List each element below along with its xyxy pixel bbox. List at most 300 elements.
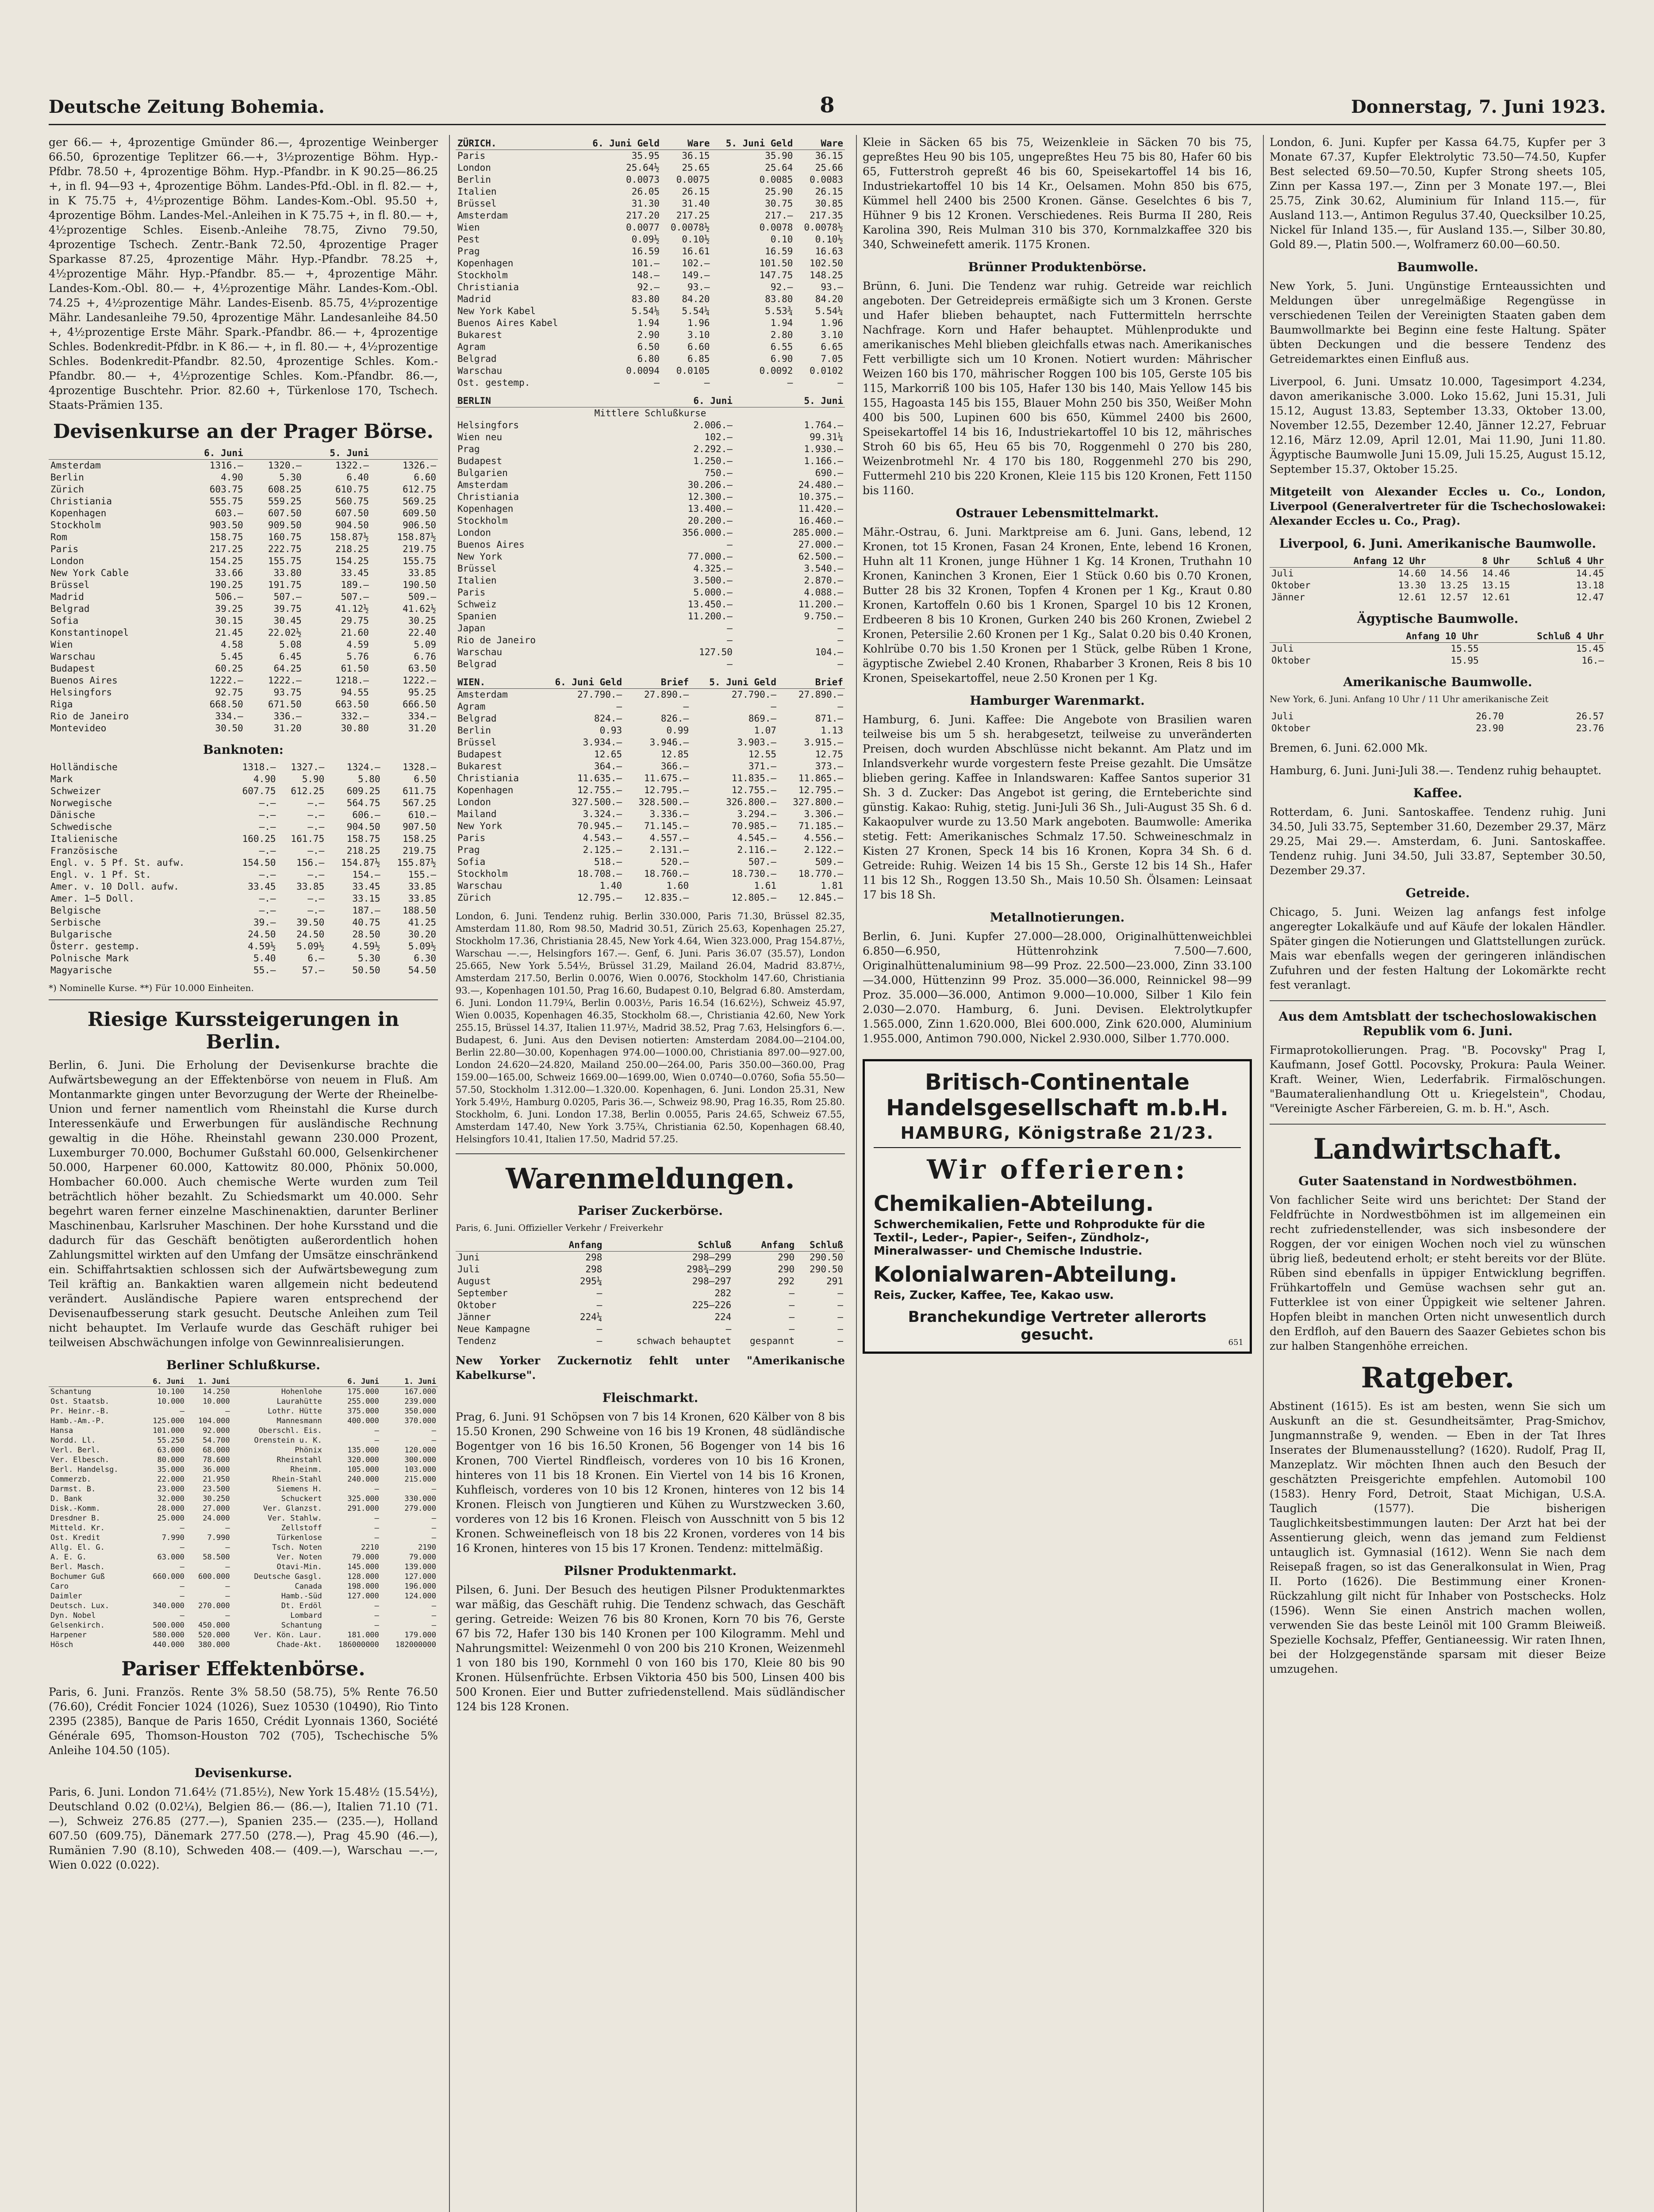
table-cell: New York Cable <box>50 568 129 578</box>
table-cell: — <box>374 1621 379 1630</box>
table-cell: 63.50 <box>408 663 436 674</box>
table-cell: Madrid <box>457 294 491 304</box>
table-cell: — <box>431 1436 436 1445</box>
table-cell: Riga <box>50 699 73 710</box>
table-cell: Amer. 1—5 Doll. <box>50 893 134 904</box>
table-header-cell: 6. Juni <box>141 1377 186 1387</box>
table-cell: 1316.— <box>209 460 243 471</box>
table-cell: 18.708.— <box>577 868 622 879</box>
table-cell: 14.250 <box>203 1387 230 1396</box>
table-header-cell: Brief <box>778 676 845 689</box>
table-cell: 36.15 <box>682 150 710 161</box>
table-cell: 4.557.— <box>649 833 689 843</box>
amtsblatt-text: Firmaprotokollierungen. Prag. "B. Pocovsky" Prag I, Kaufmann, Josef Gottl. Pocovsky, Prokura: Paula Weiner. Kraft. Weiner, Wien, Lederfabrik. Firmalöschungen. "Baumateralienhandlung Ott u. Kriegelstein", Chodau, "Vereinigte Ascher Färbereien, G. m. b. H.", Asch. <box>1270 1044 1606 1115</box>
table-cell: 21.950 <box>203 1475 230 1484</box>
table-header-cell: 8 Uhr <box>1470 555 1512 568</box>
table-row <box>456 150 845 162</box>
table-cell: Laurahütte <box>276 1397 322 1406</box>
table-cell: Mark <box>50 774 73 784</box>
table-cell: — <box>596 1336 603 1346</box>
table-cell: 16.— <box>1581 655 1604 666</box>
table-cell: 1218.— <box>335 675 369 686</box>
paris-devisen-title: Devisenkurse. <box>194 1766 292 1780</box>
table-cell: Amsterdam <box>50 460 101 471</box>
zucker-title: Pariser Zuckerbörse. <box>577 1203 723 1218</box>
table-cell: 671.50 <box>268 699 302 710</box>
table-cell: 55.250 <box>157 1436 184 1445</box>
table-row <box>456 575 845 587</box>
table-cell: 33.45 <box>352 881 380 892</box>
table-cell: Kopenhagen <box>457 503 514 514</box>
table-row <box>49 722 438 734</box>
table-cell: Ver. Glanzst. <box>263 1504 322 1513</box>
table-cell: 1318.— <box>242 762 276 772</box>
table-row <box>456 257 845 269</box>
table-row <box>456 293 845 305</box>
table-cell: 27.000.— <box>798 539 843 550</box>
table-row <box>49 519 438 531</box>
table-cell: Paris <box>457 587 486 598</box>
table-cell: 373.— <box>815 761 843 772</box>
table-cell: 7.05 <box>821 353 843 364</box>
table-cell: Sofia <box>50 615 79 626</box>
table-row <box>1270 722 1606 734</box>
table-cell: Dt. Erdöl <box>281 1601 322 1610</box>
table-cell: 10.000 <box>203 1397 230 1406</box>
table-row <box>49 1543 438 1552</box>
table-cell: — <box>431 1621 436 1630</box>
table-cell: 61.50 <box>341 663 369 674</box>
table-cell: Kopenhagen <box>457 258 514 269</box>
table-cell: 83.80 <box>765 294 793 304</box>
table-row <box>456 808 845 820</box>
table-cell: 5.45 <box>221 651 243 662</box>
table-cell: 31.30 <box>631 198 660 209</box>
table-cell: Konstantinopel <box>50 627 129 638</box>
table-cell: 28.000 <box>157 1504 184 1513</box>
table-cell: 68.000 <box>203 1446 230 1455</box>
table-cell: 198.000 <box>347 1582 379 1591</box>
table-cell: 70.945.— <box>577 821 622 831</box>
table-row <box>1270 591 1606 603</box>
table-cell: 22.40 <box>408 627 436 638</box>
table-header-cell: Anfang <box>556 1239 604 1252</box>
table-cell: 12.65 <box>594 749 622 760</box>
table-cell: — <box>837 377 843 388</box>
table-row <box>456 856 845 868</box>
table-cell: 5.53¾ <box>765 306 793 316</box>
table-cell: 3.306.— <box>804 809 843 819</box>
table-cell: — <box>225 1592 230 1601</box>
table-cell: 10.375.— <box>798 492 843 502</box>
table-cell: — <box>225 1543 230 1552</box>
table-row <box>456 1335 845 1347</box>
table-cell: 4.088.— <box>804 587 843 598</box>
table-cell: 93.— <box>821 282 843 292</box>
table-cell: 12.61 <box>1398 592 1426 603</box>
ad-address: HAMBURG, Königstraße 21/23. <box>874 1123 1241 1148</box>
table-header-cell: Anfang 10 Uhr <box>1345 630 1481 643</box>
table-cell: — <box>837 1300 843 1310</box>
table-row <box>49 1533 438 1543</box>
table-cell: 31.40 <box>682 198 710 209</box>
table-cell: — <box>616 701 622 712</box>
table-cell: 603.75 <box>209 484 243 495</box>
table-cell: 663.50 <box>335 699 369 710</box>
ny-cotton-text: New York, 5. Juni. Ungünstige Ernteaussichten und Meldungen über unregelmäßige Regengüsse in verschiedenen Teilen der Vereinigten Staaten gaben dem Baumwollmarkte bei Beginn eine feste Haltung. Später übten Deckungen und die bessere Tendenz des Getreidemarktes einen Einfluß aus. <box>1270 280 1606 365</box>
advertisement <box>863 1059 1252 1354</box>
table-cell: 4.58 <box>221 639 243 650</box>
table-cell: 158.87½ <box>397 532 436 542</box>
table-cell: Bulgarische <box>50 929 112 940</box>
table-cell: 71.185.— <box>798 821 843 831</box>
table-header-cell: 6. Juni Geld <box>536 676 624 689</box>
table-cell: — <box>431 1485 436 1494</box>
table-cell: 6.60 <box>414 472 436 483</box>
table-cell: 4.543.— <box>583 833 622 843</box>
table-cell: 2.116.— <box>737 845 777 855</box>
table-cell: 560.75 <box>335 496 369 507</box>
table-cell: Juli <box>457 1264 480 1275</box>
table-cell: — <box>431 1611 436 1620</box>
table-row <box>49 1591 438 1601</box>
table-cell: 145.000 <box>347 1563 379 1571</box>
table-cell: 520.— <box>660 856 689 867</box>
table-cell: 12.805.— <box>731 892 777 903</box>
table-cell: Schantung <box>50 1387 92 1396</box>
table-cell: 506.— <box>215 591 243 602</box>
table-cell: 903.50 <box>209 520 243 530</box>
table-cell: 0.0075 <box>676 174 710 185</box>
table-cell: 12.55 <box>748 749 777 760</box>
table-cell: — <box>596 1288 603 1298</box>
berlin-fx-table <box>456 395 845 670</box>
table-cell: Montevideo <box>50 723 107 733</box>
table-cell: 35.000 <box>157 1465 184 1474</box>
table-cell: 26.57 <box>1576 711 1604 722</box>
column-2 <box>456 135 845 1722</box>
table-header-cell <box>245 447 303 460</box>
table-row <box>49 1436 438 1445</box>
liverpool-text: Liverpool, 6. Juni. Umsatz 10.000, Tagesimport 4.234, davon amerikanische 3.000. Loko 15.62, Juni 15.31, Juli 15.12, August 13.83, September 13.33, Oktober 13.00, November 12.55, Dezember 12.40, Jänner 12.27, Februar 12.16, März 12.09, April 12.01, Mai 11.90, Juni 11.80. Ägyptische Baumwolle Juni 15.09, Juli 15.25, August 15.12, September 15.37, Oktober 15.25. <box>1270 375 1606 476</box>
table-cell: 167.000 <box>404 1387 436 1396</box>
table-cell: 15.95 <box>1451 655 1479 666</box>
amerik-title: Amerikanische Baumwolle. <box>1343 675 1532 689</box>
table-cell: 128.000 <box>347 1572 379 1581</box>
table-cell: Madrid <box>50 591 84 602</box>
table-cell: Rio de Janeiro <box>457 635 536 645</box>
table-cell: Paris <box>457 150 486 161</box>
table-cell: 80.000 <box>157 1455 184 1464</box>
table-cell: 298¾—299 <box>687 1264 732 1275</box>
fleisch-text: Prag, 6. Juni. 91 Schöpsen von 7 bis 14 Kronen, 620 Kälber von 8 bis 15.50 Kronen, 290 Schweine von 16 bis 19 Kronen, 48 südländische Bogentger von 16 bis 16.50 Kronen, 56 Bogenger von 14 bis 16 Kronen, 700 Viertel Rindfleisch, vorderes von 10 bis 16 Kronen, hinteres von 11 bis 18 Kronen. Ein Viertel von 14 bis 16 Kronen, Kuhfleisch, vorderes von 10 bis 12 Kronen, hinteres von 12 bis 14 Kronen. Fleisch von Jungtieren und Kühen zu Wurstzwecken 3.60, vorderes von 12 bis 16 Kronen. Fleisch von Ausschnitt von 5 bis 12 Kronen. Schweinefleisch von 18 bis 22 Kronen, vorderes von 14 bis 16 Kronen, hinteres von 15 bis 17 Kronen. Tendenz: mittelmäßig. <box>456 1410 845 1555</box>
table-cell: Mannesmann <box>276 1417 322 1425</box>
table-row <box>456 503 845 515</box>
table-cell: 11.835.— <box>731 773 777 783</box>
table-cell: 33.15 <box>352 893 380 904</box>
table-cell: 33.80 <box>273 568 302 578</box>
table-cell: 36.15 <box>815 150 843 161</box>
table-header-cell: Brief <box>624 676 691 689</box>
table-cell: — <box>225 1407 230 1416</box>
table-cell: 105.000 <box>347 1465 379 1474</box>
table-cell: Rheinm. <box>290 1465 322 1474</box>
table-cell: 507.— <box>273 591 302 602</box>
table-row <box>49 881 438 893</box>
table-header-cell: BERLIN <box>456 395 624 407</box>
table-cell: 30.206.— <box>687 480 733 490</box>
lebensmittel-title: Ostrauer Lebensmittelmarkt. <box>956 506 1159 520</box>
table-cell: Österr. gestemp. <box>50 941 140 952</box>
table-cell: 290.50 <box>810 1264 843 1275</box>
table-cell: Gelsenkirch. <box>50 1621 105 1630</box>
table-cell: Juli <box>1271 643 1294 654</box>
table-cell: Mailand <box>457 809 497 819</box>
table-cell: Canada <box>295 1582 322 1591</box>
table-cell: 31.20 <box>273 723 302 733</box>
bremen: Bremen, 6. Juni. 62.000 Mk. <box>1270 741 1428 754</box>
table-cell: 13.30 <box>1398 580 1426 591</box>
table-cell: — <box>654 377 660 388</box>
table-cell: — <box>727 659 733 669</box>
table-header-cell: 6. Juni Geld <box>578 138 661 150</box>
table-cell: Brüssel <box>457 563 497 574</box>
table-cell: Oktober <box>457 1300 497 1310</box>
table-cell: 607.50 <box>268 508 302 518</box>
table-cell: 25.000 <box>157 1514 184 1523</box>
table-cell: 5.54¼ <box>682 306 710 316</box>
table-cell: 58.500 <box>203 1553 230 1562</box>
waren-title: Warenmeldungen. <box>506 1162 795 1195</box>
table-cell: Christiania <box>457 282 519 292</box>
table-cell: — <box>374 1611 379 1620</box>
table-cell: — <box>837 635 843 645</box>
table-cell: — <box>596 1324 603 1334</box>
table-cell: 218.25 <box>335 544 369 554</box>
table-cell: 190.50 <box>403 580 436 590</box>
table-cell: 334.— <box>408 711 436 722</box>
table-cell: —.— <box>307 845 325 856</box>
table-cell: 3.903.— <box>737 737 777 748</box>
table-cell: 1.60 <box>666 880 689 891</box>
table-cell: 12.795.— <box>577 892 622 903</box>
section-rule <box>1270 1000 1606 1001</box>
table-cell: Hamb.-Süd <box>281 1592 322 1601</box>
table-cell: 2.90 <box>637 330 660 340</box>
table-cell: 16.61 <box>682 246 710 257</box>
table-cell: 175.000 <box>347 1387 379 1396</box>
table-header-cell: 5. Juni <box>734 395 845 407</box>
table-header-cell: 6. Juni <box>178 447 245 460</box>
table-cell: 1320.— <box>268 460 302 471</box>
table-cell: Daimler <box>50 1592 82 1601</box>
table-cell: 5.90 <box>302 774 325 784</box>
ad-chemicals-text: Schwerchemikalien, Fette und Rohprodukte für die Textil-, Leder-, Papier-, Seifen-, Zündholz-, Mineralwasser- und Chemische Industrie. <box>874 1218 1205 1258</box>
table-cell: 30.85 <box>815 198 843 209</box>
berlin-fx-sub: Mittlere Schlußkurse <box>594 408 706 419</box>
table-cell: Holländische <box>50 762 118 772</box>
table-row <box>456 760 845 772</box>
fx-reports: London, 6. Juni. Tendenz ruhig. Berlin 330.000, Paris 71.30, Brüssel 82.35, Amsterdam 11.80, Rom 98.50, Madrid 30.51, Zürich 25.63, Kopenhagen 25.27, Stockholm 17.36, Christiania 28.45, New York 4.64, Wien 323.000, Prag 154.87½, Warschau —.—, Helsingfors 167.—. Genf, 6. Juni. Paris 36.07 (35.57), London 25.665, New York 5.54½, Brüssel 31.29, Mailand 26.04, Madrid 83.87½, Amsterdam 217.50, Berlin 0.0076, Wien 0.0076, Stockholm 147.60, Christiania 93.—, Kopenhagen 101.50, Prag 16.60, Budapest 0.10, Belgrad 6.80. Amsterdam, 6. Juni. London 11.79¼, Berlin 0.003½, Paris 16.54 (16.62½), Schweiz 45.97, Wien 0.0035, Kopenhagen 46.35, Stockholm 68.—, Christiania 42.60, New York 255.15, Brüssel 14.37, Italien 11.97½, Madrid 38.52, Prag 7.63, Helsingfors 6.—. Budapest, 6. Juni. Aus den Devisen notierten: Amsterdam 2084.00—2104.00, Berlin 22.80—30.00, Kopenhagen 974.00—1000.00, Christiania 897.00—927.00, London 24.620—24.820, Mailand 250.00—264.00, Paris 350.00—360.00, Prag 159.00—165.00, Schweiz 1669.00—1699.00, Wien 0.0740—0.0760, Sofia 55.50—57.50, Stockholm 1.312.00—1.320.00. Kopenhagen, 6. Juni. London 25.31, New York 5.49½, Hamburg 0.0205, Paris 36.—, Schweiz 98.90, Prag 16.35, Rom 25.80. Stockholm, 6. Juni. London 17.38, Berlin 0.0055, Paris 24.65, Schweiz 67.55, Amsterdam 147.40, New York 3.75¾, Christiania 62.50, Kopenhagen 68.40, Helsingfors 10.41, Italien 17.50, Madrid 57.25. <box>456 911 845 1144</box>
table-cell: 60.25 <box>215 663 243 674</box>
table-cell: 158.25 <box>403 833 436 844</box>
hamburg-text: Hamburg, 6. Juni. Kaffee: Die Angebote von Brasilien waren teilweise bis um 5 sh. herabgesetzt, teilweise zu unveränderten Preisen, doch wurden Abschlüsse nicht bekannt. Am Platz und im Inlandsverkehr wurde vorgestern feste Preise gezahlt. Die Umsätze blieben gering. Kaffee in Inlandswaren: Kaffee Santos superior 31 Sh. 3 d. Zucker: Das Angebot ist gering, die Ernteberichte sind günstig. Kakao: Ruhig, stetig. Juni-Juli 36 Sh., Juli-August 35 Sh. 6 d. Kakaopulver wurde zu 13.50 Mark angeboten. Baumwolle: Amerika stetig. Fett: Amerikanisches Schmalz 17.50. Schweineschmalz in Kisten 27 Kronen, Speck 14 bis 16 Kronen, Kopra 34 Sh. 6 d. Getreide: Ruhig. Weizen 14 bis 15 Sh., Gerste 12 bis 14 Sh., Hafer 11 bis 12 Sh., Roggen 13.50 Sh., Mais 10.50 Sh. Ölsamen: Leinsaat 17 bis 18 Sh. <box>863 713 1252 901</box>
banknoten-note: *) Nominelle Kurse. **) Für 10.000 Einheiten. <box>49 983 254 993</box>
table-cell: Deutsche Gasgl. <box>254 1572 322 1581</box>
table-cell: Italienische <box>50 833 118 844</box>
table-cell: 520.000 <box>198 1631 230 1640</box>
header-rule <box>49 124 1606 125</box>
table-cell: 603.— <box>215 508 243 518</box>
table-cell: 290.50 <box>810 1252 843 1263</box>
table-cell: 668.50 <box>209 699 243 710</box>
table-cell: 155.75 <box>403 556 436 566</box>
table-cell: — <box>837 623 843 634</box>
column-divider <box>856 135 857 2212</box>
table-cell: —.— <box>307 869 325 880</box>
table-cell: 101.000 <box>153 1426 184 1435</box>
table-cell: 30.15 <box>215 615 243 626</box>
table-cell: 28.50 <box>352 929 380 940</box>
table-row <box>456 725 845 737</box>
table-cell: 27.790.— <box>577 689 622 700</box>
table-cell: 225—226 <box>692 1300 732 1310</box>
table-cell: Oktober <box>1271 723 1311 733</box>
table-header-cell <box>232 1377 324 1387</box>
table-cell: 380.000 <box>198 1640 230 1649</box>
table-cell: 6.— <box>307 953 325 964</box>
table-cell: 0.0102 <box>810 365 843 376</box>
table-cell: 217.25 <box>209 544 243 554</box>
table-header-cell: ZÜRICH. <box>456 138 578 150</box>
table-cell: 30.20 <box>408 929 436 940</box>
table-row <box>49 603 438 615</box>
table-cell: 15.45 <box>1576 643 1604 654</box>
table-cell: Wien neu <box>457 432 503 442</box>
table-row <box>1270 710 1606 722</box>
table-cell: Prag <box>457 845 480 855</box>
table-cell: 371.— <box>748 761 777 772</box>
table-cell: Amsterdam <box>457 210 508 221</box>
table-cell: 12.835.— <box>644 892 689 903</box>
table-row <box>49 651 438 663</box>
table-cell: 298—297 <box>692 1276 732 1286</box>
table-cell: — <box>704 377 710 388</box>
table-row <box>49 1494 438 1504</box>
table-cell: 71.145.— <box>644 821 689 831</box>
table-cell: Brüssel <box>457 198 497 209</box>
fleisch-title: Fleischmarkt. <box>602 1390 698 1405</box>
table-cell: Bulgarien <box>457 468 508 478</box>
table-cell: 24.50 <box>248 929 276 940</box>
table-cell: 79.000 <box>409 1553 436 1562</box>
table-cell: Buenos Aires <box>457 539 525 550</box>
column-1 <box>49 135 438 1880</box>
table-cell: 5.08 <box>279 639 302 650</box>
table-cell: — <box>837 1288 843 1298</box>
table-cell: 824.— <box>594 713 622 724</box>
table-cell: 83.80 <box>631 294 660 304</box>
table-cell: 2210 <box>361 1543 379 1552</box>
table-cell: 84.20 <box>682 294 710 304</box>
table-cell: Pr. Heinr.-B. <box>50 1407 110 1416</box>
table-cell: 147.75 <box>759 270 793 280</box>
ad-number: 651 <box>1228 1338 1243 1347</box>
table-cell: 21.45 <box>215 627 243 638</box>
table-cell: 607.50 <box>335 508 369 518</box>
table-cell: 21.60 <box>341 627 369 638</box>
table-cell: Dyn. Nobel <box>50 1611 96 1620</box>
table-cell: 161.75 <box>291 833 325 844</box>
table-cell: —.— <box>259 893 276 904</box>
table-cell: — <box>374 1426 379 1435</box>
table-cell: 57.— <box>302 965 325 975</box>
table-row <box>456 222 845 234</box>
table-cell: 3.294.— <box>737 809 777 819</box>
table-cell: Stockholm <box>457 270 508 280</box>
table-cell: 160.75 <box>268 532 302 542</box>
table-cell: Schweizer <box>50 786 101 796</box>
table-cell: 10.000 <box>157 1397 184 1406</box>
table-cell: — <box>431 1533 436 1542</box>
table-cell: Paris <box>50 544 79 554</box>
table-cell: 612.25 <box>291 786 325 796</box>
table-row <box>456 832 845 844</box>
table-cell: 54.50 <box>408 965 436 975</box>
table-row <box>49 1630 438 1640</box>
table-header-cell: 5. Juni <box>303 447 371 460</box>
table-cell: Berlin <box>50 472 84 483</box>
table-cell: — <box>431 1524 436 1532</box>
table-cell: — <box>180 1582 184 1591</box>
pariser-title: Pariser Effektenbörse. <box>121 1658 365 1680</box>
table-row <box>49 663 438 675</box>
table-header-cell: Ware <box>661 138 712 150</box>
table-cell: 26.70 <box>1476 711 1504 722</box>
table-cell: 33.66 <box>215 568 243 578</box>
table-cell: Chade-Akt. <box>276 1640 322 1649</box>
london-metals: London, 6. Juni. Kupfer per Kassa 64.75, Kupfer per 3 Monate 67.37, Kupfer Elektrolytic 73.50—74.50, Kupfer Best selected 69.50—70.50, Kupfer Strong sheets 105, Zinn per Kassa 197.—, Zinn per 3 Monate 197.—, Blei 25.75, Zink 30.62, Aluminium für Inland 115.—, für Ausland 113.—, Antimon Regulus 37.40, Quecksilber 10.25, Nickel für Inland 135.—, für Ausland 135.—, Silber 30.80, Gold 89.—, Platin 500.—, Wolframerz 60.00—60.50. <box>1270 136 1606 251</box>
table-cell: 1.166.— <box>804 456 843 466</box>
table-cell: 330.000 <box>404 1494 436 1503</box>
table-cell: Harpener <box>50 1631 87 1640</box>
table-cell: — <box>837 1312 843 1322</box>
table-row <box>49 917 438 929</box>
table-cell: 103.000 <box>404 1465 436 1474</box>
table-cell: 1.94 <box>770 318 793 328</box>
produce-prices: Kleie in Säcken 65 bis 75, Weizenkleie in Säcken 70 bis 75, gepreßtes Heu 90 bis 105, ungepreßtes Heu 75 bis 80, Hafer 60 bis 65, Futterstroh gepreßt 46 bis 60, Speisekartoffel 14 bis 16, Industriekartoffel 10 bis 14 Kr., Oelsamen. Mohn 850 bis 675, Kümmel hell 2400 bis 2500 Kronen. Gänse. Geselchtes 6 bis 7, Hühner 9 bis 12 Kronen. Verschiedenes. Reis Burma II 280, Reis Karolina 390, Reis Mulman 310 bis 370, Kornmalzkaffee 320 bis 340, Schweinefett amerik. 1175 Kronen. <box>863 136 1252 251</box>
table-cell: 7.990 <box>207 1533 230 1542</box>
table-cell: Ver. Stahlw. <box>268 1514 322 1523</box>
table-row <box>49 710 438 722</box>
table-row <box>49 1562 438 1572</box>
table-cell: Budapest <box>457 749 503 760</box>
table-cell: 13.450.— <box>687 599 733 610</box>
hamburg-cotton: Hamburg, 6. Juni. Juni-Juli 38.—. Tendenz ruhig behauptet. <box>1270 764 1602 777</box>
table-cell: — <box>725 1324 732 1334</box>
table-cell: D. Bank <box>50 1494 82 1503</box>
table-cell: Bukarest <box>457 761 503 772</box>
table-cell: 10.100 <box>157 1387 184 1396</box>
table-cell: 4.59 <box>346 639 369 650</box>
table-row <box>1270 580 1606 591</box>
table-cell: London <box>457 797 491 807</box>
table-cell: 160.25 <box>242 833 276 844</box>
table-cell: 350.000 <box>404 1407 436 1416</box>
table-cell: Warschau <box>457 365 503 376</box>
table-row <box>49 1465 438 1475</box>
table-cell: 12.795.— <box>798 785 843 795</box>
